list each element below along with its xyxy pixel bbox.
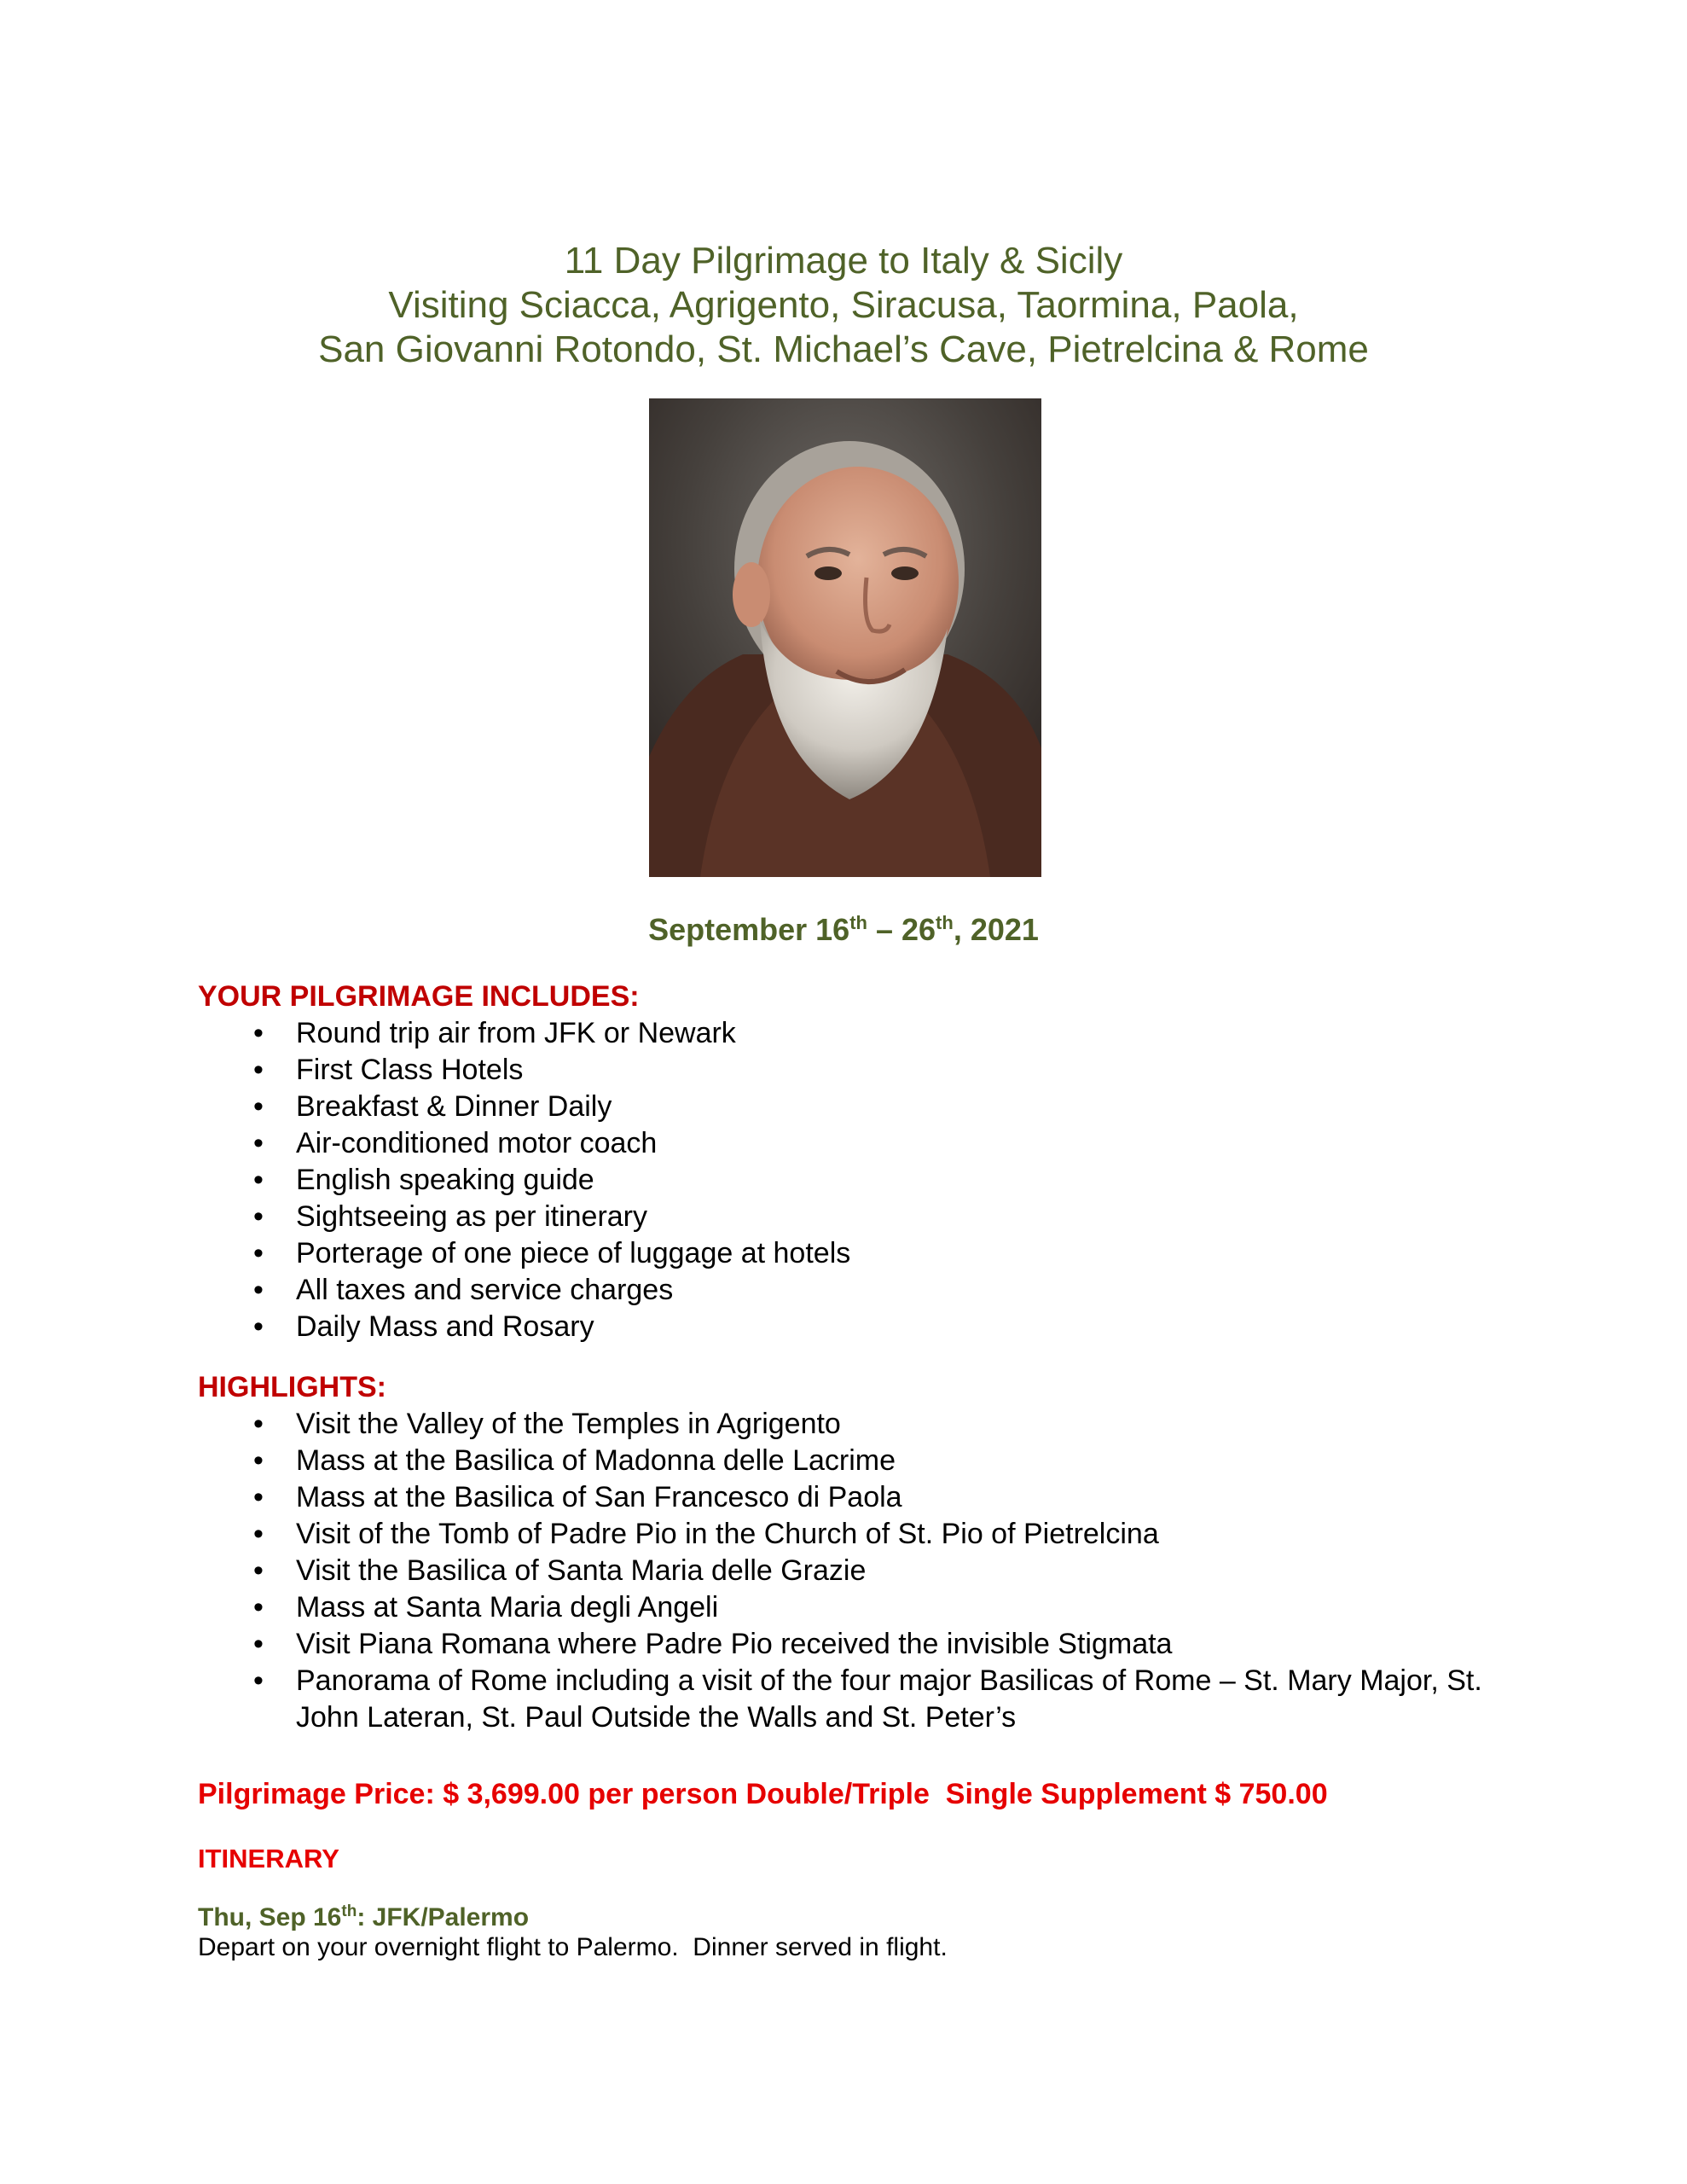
day-1-date: Thu, Sep 16: [198, 1903, 342, 1931]
list-item-text: Breakfast & Dinner Daily: [296, 1090, 612, 1123]
day-1-date-suffix: th: [341, 1902, 357, 1920]
title-line-3: San Giovanni Rotondo, St. Michael’s Cave, Pietrelcina & Rome: [318, 328, 1369, 370]
title-block: [0, 239, 1687, 372]
list-item-text: Visit Piana Romana where Padre Pio received the invisible Stigmata: [296, 1628, 1173, 1660]
list-item: [198, 1406, 1490, 1443]
list-item: [198, 1516, 1490, 1553]
bullet-icon: •: [253, 1164, 264, 1196]
list-item-text: Mass at the Basilica of San Francesco di Paola: [296, 1481, 902, 1513]
bullet-icon: •: [253, 1274, 264, 1306]
list-item: [198, 1479, 1490, 1516]
title-line-1: 11 Day Pilgrimage to Italy & Sicily: [564, 240, 1123, 282]
list-item-text: Visit the Basilica of Santa Maria delle Grazie: [296, 1554, 867, 1587]
list-item-text: First Class Hotels: [296, 1054, 524, 1086]
list-item: [198, 1443, 1490, 1479]
bullet-icon: •: [253, 1664, 264, 1697]
list-item: [198, 1589, 1490, 1626]
bullet-icon: •: [253, 1554, 264, 1587]
portrait-illustration: [649, 398, 1041, 877]
list-item: [198, 1309, 1490, 1345]
list-item-text: Sightseeing as per itinerary: [296, 1200, 648, 1233]
bullet-icon: •: [253, 1127, 264, 1159]
bullet-icon: •: [253, 1054, 264, 1086]
list-item: [198, 1052, 1490, 1089]
dates-end-suffix: th: [936, 912, 954, 933]
list-item: [198, 1626, 1490, 1663]
bullet-icon: •: [253, 1200, 264, 1233]
portrait-image: [649, 398, 1041, 877]
list-item-text: Visit of the Tomb of Padre Pio in the Church of St. Pio of Pietrelcina: [296, 1518, 1159, 1550]
day-1-heading: [198, 1902, 529, 1933]
day-1-description: Depart on your overnight flight to Palermo. Dinner served in flight.: [198, 1933, 948, 1961]
list-item-text: Mass at Santa Maria degli Angeli: [296, 1591, 719, 1623]
list-item-text: All taxes and service charges: [296, 1274, 674, 1306]
dates-separator: – 26: [867, 912, 936, 947]
list-item: [198, 1162, 1490, 1199]
list-item-text: Porterage of one piece of luggage at hotels: [296, 1237, 851, 1269]
list-item-text: Visit the Valley of the Temples in Agrigento: [296, 1408, 841, 1440]
day-1-route: : JFK/Palermo: [357, 1903, 530, 1931]
bullet-icon: •: [253, 1481, 264, 1513]
trip-dates: [0, 911, 1687, 949]
list-item: [198, 1663, 1490, 1736]
bullet-icon: •: [253, 1444, 264, 1477]
dates-start: September 16: [648, 912, 850, 947]
bullet-icon: •: [253, 1408, 264, 1440]
itinerary-heading: ITINERARY: [198, 1844, 339, 1873]
bullet-icon: •: [253, 1090, 264, 1123]
list-item: [198, 1272, 1490, 1309]
dates-year: , 2021: [953, 912, 1039, 947]
list-item-text: Panorama of Rome including a visit of the four major Basilicas of Rome – St. Mary Major, St. John Lateran, St. Paul Outside the Walls and St. Peter’s: [296, 1664, 1482, 1734]
bullet-icon: •: [253, 1310, 264, 1343]
bullet-icon: •: [253, 1017, 264, 1049]
bullet-icon: •: [253, 1591, 264, 1623]
includes-heading: YOUR PILGRIMAGE INCLUDES:: [198, 980, 640, 1013]
includes-list: [198, 1015, 1490, 1345]
list-item: [198, 1199, 1490, 1235]
list-item-text: Round trip air from JFK or Newark: [296, 1017, 736, 1049]
dates-start-suffix: th: [849, 912, 867, 933]
title-line-2: Visiting Sciacca, Agrigento, Siracusa, Taormina, Paola,: [388, 284, 1299, 326]
list-item-text: English speaking guide: [296, 1164, 594, 1196]
pilgrimage-price: Pilgrimage Price: $ 3,699.00 per person Double/Triple Single Supplement $ 750.00: [198, 1778, 1328, 1810]
list-item: [198, 1015, 1490, 1052]
list-item-text: Mass at the Basilica of Madonna delle Lacrime: [296, 1444, 896, 1477]
list-item-text: Daily Mass and Rosary: [296, 1310, 594, 1343]
highlights-list: [198, 1406, 1490, 1736]
bullet-icon: •: [253, 1237, 264, 1269]
list-item: [198, 1125, 1490, 1162]
bullet-icon: •: [253, 1628, 264, 1660]
highlights-heading: HIGHLIGHTS:: [198, 1371, 386, 1403]
list-item: [198, 1553, 1490, 1589]
bullet-icon: •: [253, 1518, 264, 1550]
list-item: [198, 1089, 1490, 1125]
list-item-text: Air-conditioned motor coach: [296, 1127, 658, 1159]
list-item: [198, 1235, 1490, 1272]
